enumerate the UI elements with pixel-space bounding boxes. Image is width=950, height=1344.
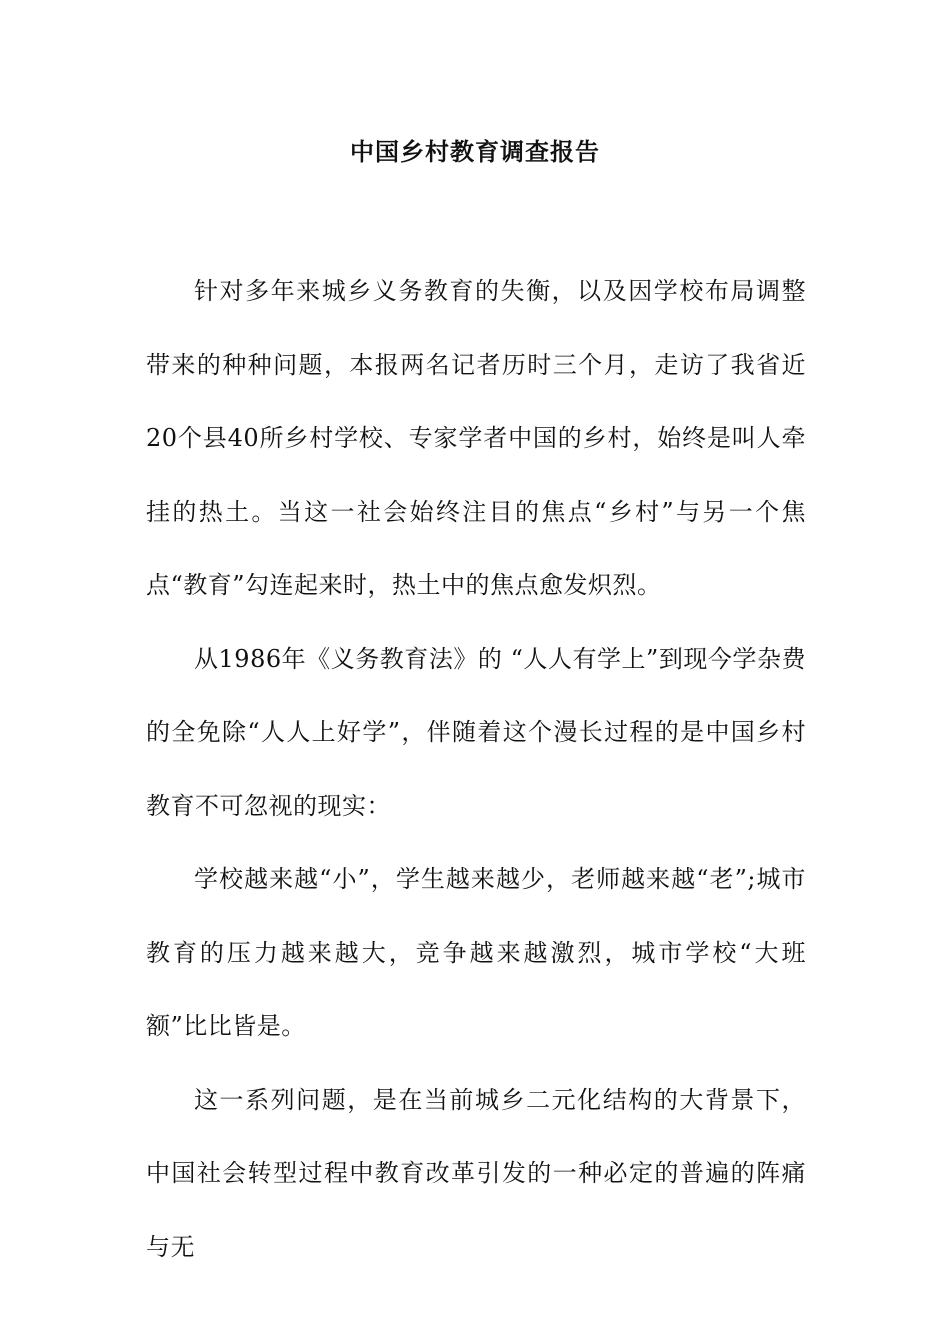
paragraph-4: 这一系列问题，是在当前城乡二元化结构的大背景下，中国社会转型过程中教育改革引发的一种必定的普遍的阵痛与无 [146, 1085, 806, 1261]
paragraph-3: 学校越来越“小”，学生越来越少，老师越来越“老”;城市教育的压力越来越大，竞争越来越激烈，城市学校“大班额”比比皆是。 [146, 865, 806, 1040]
document-title: 中国乡村教育调查报告 [350, 137, 600, 166]
paragraph-1: 针对多年来城乡义务教育的失衡，以及因学校布局调整带来的种种问题，本报两名记者历时三个月，走访了我省近20个县40所乡村学校、专家学者中国的乡村，始终是叫人牵挂的热土。当这一社会始终注目的焦点“乡村”与另一个焦点“教育”勾连起来时，热土中的焦点愈发炽烈。 [146, 277, 806, 599]
document-body [146, 255, 806, 1284]
paragraph-2: 从1986年《义务教育法》的 “人人有学上”到现今学杂费的全免除“人人上好学”，伴随着这个漫长过程的是中国乡村教育不可忽视的现实： [146, 644, 806, 820]
